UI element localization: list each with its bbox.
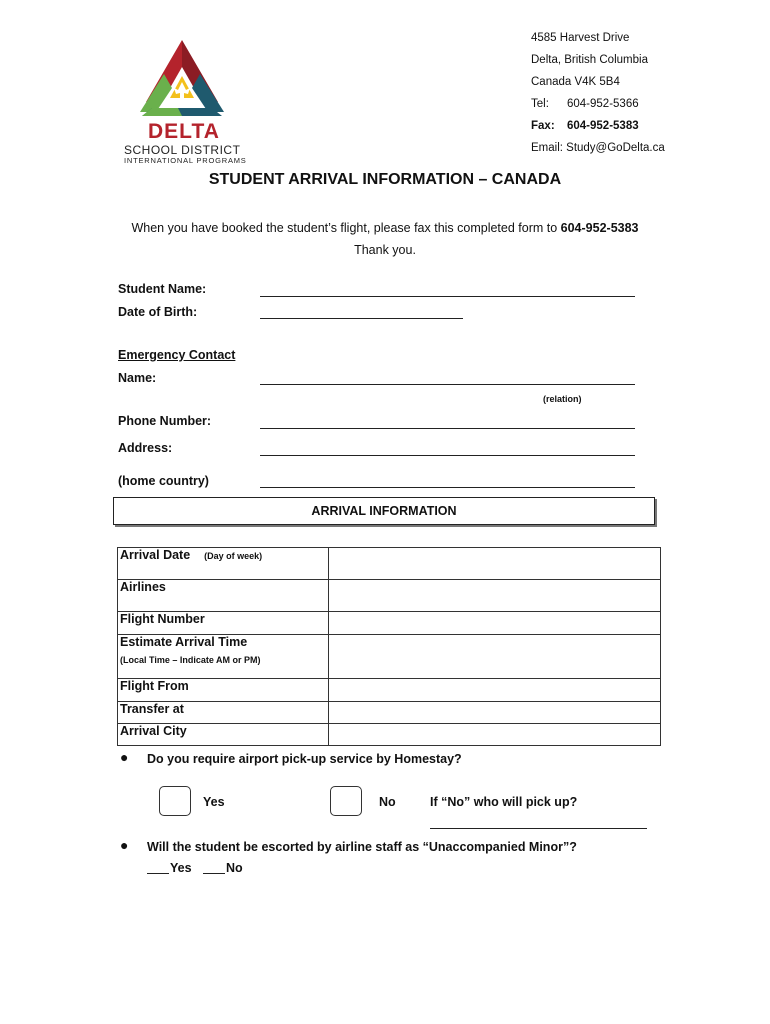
no-checkbox[interactable] xyxy=(330,786,362,816)
address-label: Address: xyxy=(118,441,173,455)
emergency-name-line[interactable] xyxy=(260,384,635,385)
escort-no-line[interactable] xyxy=(203,873,225,874)
dob-label: Date of Birth: xyxy=(118,305,198,319)
table-row xyxy=(118,612,661,635)
flight-from-field[interactable] xyxy=(329,679,661,702)
address-email: Email: Study@GoDelta.ca xyxy=(531,142,665,154)
row-label: Estimate Arrival Time xyxy=(120,635,248,649)
fax-number: 604-952-5383 xyxy=(567,120,639,132)
escort-no-label: No xyxy=(226,861,243,875)
arrival-time-field[interactable] xyxy=(329,635,661,679)
no-label: No xyxy=(379,795,396,809)
logo-name: DELTA xyxy=(148,120,220,143)
row-label: Flight Number xyxy=(118,612,329,635)
escort-yes-line[interactable] xyxy=(147,873,169,874)
student-name-label: Student Name: xyxy=(118,282,207,296)
arrival-time-label xyxy=(118,635,329,679)
intro-thanks: Thank you. xyxy=(354,243,416,257)
escort-question: Will the student be escorted by airline staff as “Unaccompanied Minor”? xyxy=(147,840,577,854)
transfer-at-field[interactable] xyxy=(329,702,661,724)
intro-fax: 604-952-5383 xyxy=(560,221,639,235)
table-row xyxy=(118,679,661,702)
home-country-line[interactable] xyxy=(260,487,635,488)
yes-checkbox[interactable] xyxy=(159,786,191,816)
who-pickup-line[interactable] xyxy=(430,828,647,829)
address-fax xyxy=(531,115,665,137)
row-label: Airlines xyxy=(118,580,329,612)
delta-triangle-logo-icon xyxy=(112,36,252,128)
arrival-city-field[interactable] xyxy=(329,724,661,746)
table-row xyxy=(118,548,661,580)
address-city: Delta, British Columbia xyxy=(531,54,648,66)
logo-subtitle: SCHOOL DISTRICT xyxy=(124,143,241,157)
emergency-heading: Emergency Contact xyxy=(118,348,236,362)
arrival-date-label xyxy=(118,548,329,580)
tel-label: Tel: xyxy=(531,98,549,110)
emergency-name-label: Name: xyxy=(118,371,157,385)
phone-label: Phone Number: xyxy=(118,414,212,428)
relation-note: (relation) xyxy=(543,394,582,404)
bullet-icon: ● xyxy=(120,749,129,765)
address-line[interactable] xyxy=(260,455,635,456)
who-pickup-label: If “No” who will pick up? xyxy=(430,795,578,809)
intro-text xyxy=(0,217,770,261)
row-label: Flight From xyxy=(118,679,329,702)
table-row xyxy=(118,580,661,612)
row-label: Arrival Date xyxy=(120,548,191,562)
fax-label: Fax: xyxy=(531,120,555,132)
logo-tagline: INTERNATIONAL PROGRAMS xyxy=(124,156,247,165)
intro-sentence: When you have booked the student’s flight, please fax this completed form to xyxy=(131,221,561,235)
arrival-table xyxy=(117,547,661,746)
address-tel xyxy=(531,93,665,115)
district-logo xyxy=(112,36,252,166)
table-row xyxy=(118,724,661,746)
yes-label: Yes xyxy=(203,795,225,809)
row-note: (Local Time – Indicate AM or PM) xyxy=(120,655,261,665)
flight-number-field[interactable] xyxy=(329,612,661,635)
tel-number: 604-952-5366 xyxy=(567,98,639,110)
arrival-banner: ARRIVAL INFORMATION xyxy=(113,497,655,525)
phone-line[interactable] xyxy=(260,428,635,429)
escort-yes-label: Yes xyxy=(170,861,192,875)
page-title: STUDENT ARRIVAL INFORMATION – CANADA xyxy=(208,171,562,188)
row-label: Arrival City xyxy=(118,724,329,746)
row-label: Transfer at xyxy=(118,702,329,724)
row-note: (Day of week) xyxy=(204,551,263,561)
table-row xyxy=(118,702,661,724)
dob-line[interactable] xyxy=(260,318,463,319)
home-country-label: (home country) xyxy=(118,474,209,488)
address-block xyxy=(531,27,665,159)
address-street: 4585 Harvest Drive xyxy=(531,32,630,44)
table-row xyxy=(118,635,661,679)
address-postal: Canada V4K 5B4 xyxy=(531,76,620,88)
arrival-date-field[interactable] xyxy=(329,548,661,580)
pickup-question: Do you require airport pick-up service by Homestay? xyxy=(147,752,462,766)
student-name-line[interactable] xyxy=(260,296,635,297)
airlines-field[interactable] xyxy=(329,580,661,612)
bullet-icon: ● xyxy=(120,837,129,853)
